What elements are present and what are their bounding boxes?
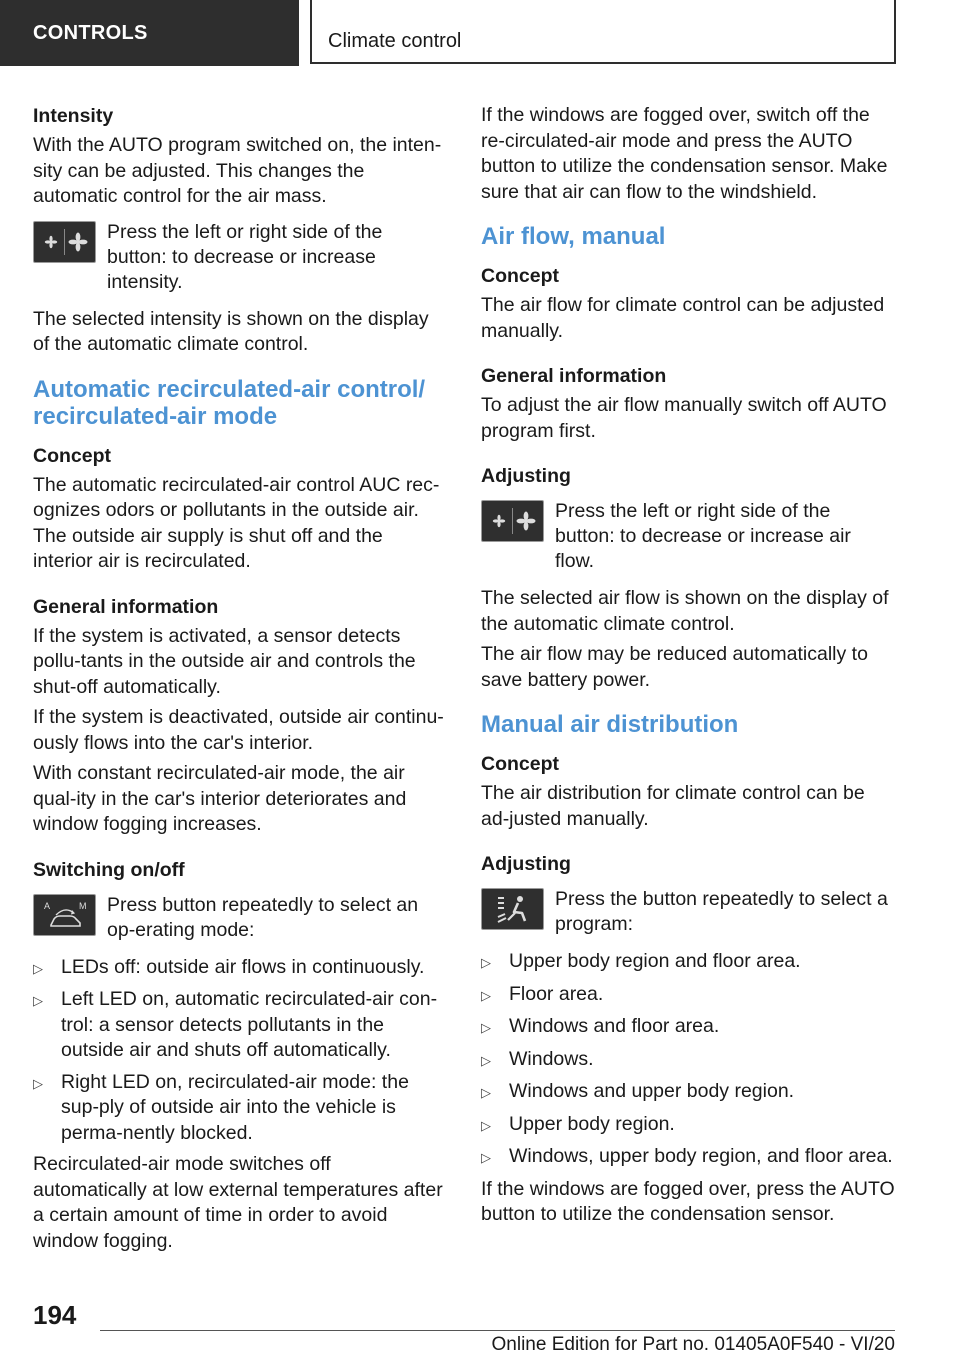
list-item: ▷ Left LED on, automatic recirculated-air con-trol: a sensor detects pollutants in the outside air and shuts off automatically. bbox=[33, 987, 447, 1064]
distribution-adjust-heading: Adjusting bbox=[481, 853, 571, 875]
distribution-title: Manual air distribution bbox=[481, 711, 739, 738]
list-item: ▷ Windows, upper body region, and floor area. bbox=[481, 1144, 895, 1171]
page-header bbox=[0, 0, 960, 66]
section-label: CONTROLS bbox=[0, 0, 299, 66]
list-item: ▷ Upper body region and floor area. bbox=[481, 949, 895, 976]
airflow-after-p1: The selected air flow is shown on the display of the automatic climate control. bbox=[481, 587, 889, 635]
airflow-title: Air flow, manual bbox=[481, 223, 666, 250]
airflow-general-heading: General information bbox=[481, 365, 667, 387]
right-column bbox=[481, 103, 895, 1228]
auto-led-label: A bbox=[44, 900, 51, 911]
list-item: ▷ Upper body region. bbox=[481, 1112, 895, 1139]
bullet-triangle-icon: ▷ bbox=[481, 1085, 491, 1100]
auc-button-text: Press button repeatedly to select an op-erating mode: bbox=[107, 893, 419, 941]
airflow-concept-heading: Concept bbox=[481, 265, 559, 287]
airflow-adjust-heading: Adjusting bbox=[481, 465, 571, 487]
list-item: ▷ Windows and upper body region. bbox=[481, 1079, 895, 1106]
bullet-triangle-icon: ▷ bbox=[481, 1052, 491, 1068]
distribution-concept-heading: Concept bbox=[481, 753, 559, 775]
list-item: ▷ Right LED on, recirculated-air mode: the sup-ply of outside air into the vehicle is perma-nently blocked. bbox=[33, 1070, 447, 1147]
chapter-title: Climate control bbox=[310, 0, 896, 64]
airflow-concept-text: The air flow for climate control can be adjusted manually. bbox=[481, 294, 885, 342]
list-item: ▷ Windows. bbox=[481, 1047, 895, 1074]
bullet-triangle-icon: ▷ bbox=[481, 1020, 491, 1035]
auc-general-p1: If the system is activated, a sensor detects pollu-tants in the outside air and controls the shut-off automatically. bbox=[33, 624, 416, 698]
intensity-heading: Intensity bbox=[33, 105, 114, 127]
edition-text: Online Edition for Part no. 01405A0F540 - VI/20 bbox=[491, 1334, 895, 1355]
auc-general-p3: With constant recirculated-air mode, the air qual-ity in the car's interior deteriorates and window fogging increases. bbox=[33, 762, 407, 835]
auc-concept-heading: Concept bbox=[33, 444, 111, 467]
airflow-button-row bbox=[481, 499, 895, 574]
bullet-triangle-icon: ▷ bbox=[481, 1150, 491, 1165]
bullet-triangle-icon: ▷ bbox=[481, 1117, 491, 1133]
airflow-after-p2: The air flow may be reduced automatically to save battery power. bbox=[481, 643, 868, 691]
fan-button-icon bbox=[33, 221, 96, 263]
distribution-button-text: Press the button repeatedly to select a program: bbox=[555, 888, 888, 935]
footer-divider bbox=[100, 1330, 895, 1331]
auc-general-p2: If the system is deactivated, outside air continu-ously flows into the car's interior. bbox=[33, 706, 444, 754]
airflow-general-text: To adjust the air flow manually switch off AUTO program first. bbox=[481, 394, 887, 442]
list-item: ▷ Windows and floor area. bbox=[481, 1014, 895, 1041]
intensity-button-row bbox=[33, 220, 447, 295]
list-item: ▷ LEDs off: outside air flows in continuously. bbox=[33, 955, 447, 982]
auc-switch-heading: Switching on/off bbox=[33, 858, 185, 881]
auc-general-heading: General information bbox=[33, 595, 219, 618]
list-item: ▷ Floor area. bbox=[481, 982, 895, 1009]
auc-concept-text: The automatic recirculated-air control AUC rec-ognizes odors or pollutants in the outside air. The outside air supply is shut off and the interior air is recirculated. bbox=[33, 473, 440, 572]
fan-button-icon bbox=[481, 500, 544, 542]
bullet-triangle-icon: ▷ bbox=[33, 960, 43, 976]
bullet-triangle-icon: ▷ bbox=[481, 955, 491, 970]
auc-mode-list bbox=[33, 955, 447, 1147]
manual-led-label: M bbox=[79, 900, 87, 911]
fogging-intro-text: If the windows are fogged over, switch off the re-circulated-air mode and press the AUTO button to utilize the condensation sensor. Make sure that air can flow to the windshield. bbox=[481, 104, 888, 203]
bullet-triangle-icon: ▷ bbox=[481, 987, 491, 1003]
airflow-button-text: Press the left or right side of the button: to decrease or increase air flow. bbox=[555, 500, 851, 572]
intensity-after-text: The selected intensity is shown on the display of the automatic climate control. bbox=[33, 307, 429, 355]
distribution-concept-text: The air distribution for climate control can be ad-justed manually. bbox=[481, 782, 865, 830]
page-number: 194 bbox=[33, 1300, 77, 1330]
auc-button-row bbox=[33, 893, 447, 943]
distribution-button-row bbox=[481, 887, 895, 937]
distribution-after-text: If the windows are fogged over, press the AUTO button to utilize the condensation sensor. bbox=[481, 1177, 895, 1225]
intensity-button-text: Press the left or right side of the button: to decrease or increase intensity. bbox=[107, 220, 383, 293]
distribution-program-list bbox=[481, 949, 895, 1171]
bullet-triangle-icon: ▷ bbox=[33, 1075, 43, 1091]
air-distribution-button-icon bbox=[481, 888, 544, 930]
recirculation-button-icon bbox=[33, 894, 96, 936]
auc-title: Automatic recirculated-air control/ recirculated-air mode bbox=[33, 375, 426, 430]
bullet-triangle-icon: ▷ bbox=[33, 993, 43, 1008]
intensity-text: With the AUTO program switched on, the inten-sity can be adjusted. This changes the automatic control for the air mass. bbox=[33, 134, 442, 207]
left-column bbox=[33, 103, 447, 1254]
auc-after-text: Recirculated-air mode switches off automatically at low external temperatures after a certain amount of time in order to avoid window fogging. bbox=[33, 1153, 443, 1252]
